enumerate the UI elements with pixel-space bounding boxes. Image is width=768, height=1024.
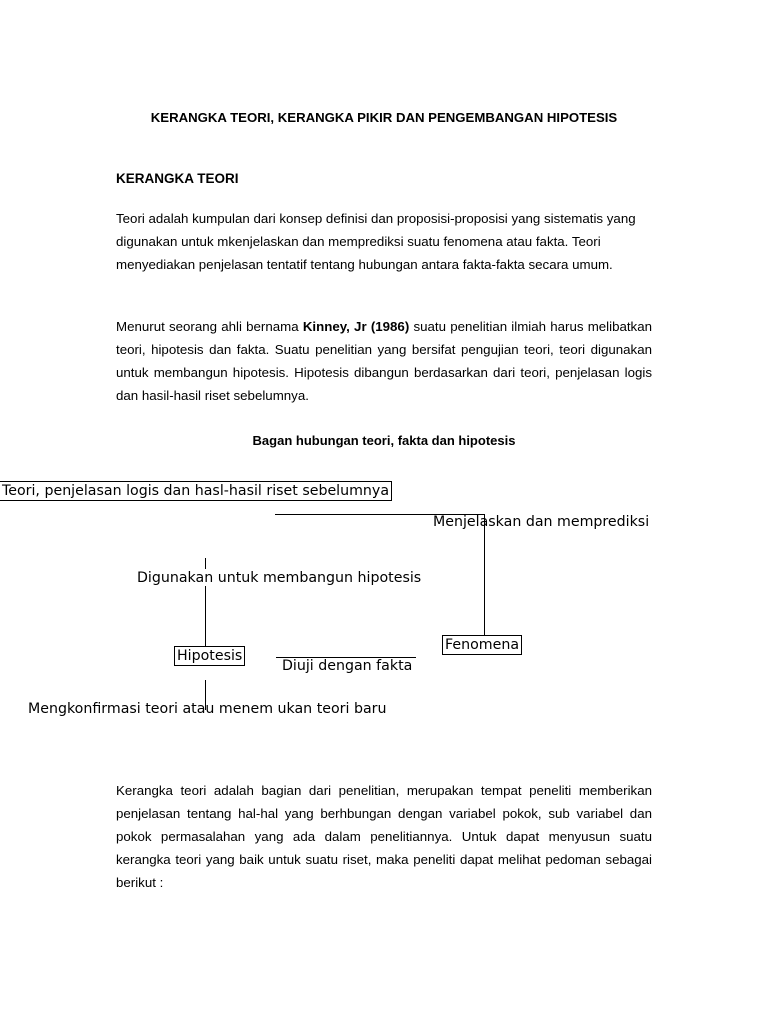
- paragraph-2-before: Menurut seorang ahli bernama: [116, 319, 303, 334]
- paragraph-3: Kerangka teori adalah bagian dari penelitian, merupakan tempat peneliti memberikan penjelasan tentang hal-hal yang berhbungan dengan variabel pokok, sub variabel dan pokok permasalahan yang ada dalam penelitiannya. Untuk dapat menyusun suatu kerangka teori yang baik untuk suatu riset, maka peneliti dapat melihat pedoman sebagai berikut :: [116, 783, 652, 890]
- paragraph-1: Teori adalah kumpulan dari konsep definisi dan proposisi-proposisi yang sistematis yang digunakan untuk mkenjelaskan dan memprediksi suatu fenomena atau fakta. Teori menyediakan penjelasan tentatif tentang hubungan antara fakta-fakta secara umum.: [116, 211, 636, 272]
- hypothesis-box: Hipotesis: [174, 646, 245, 666]
- connector-left-vertical-tick: [205, 558, 206, 569]
- section-heading: KERANGKA TEORI: [116, 171, 239, 186]
- connector-right-vertical: [484, 514, 485, 636]
- page-title: KERANGKA TEORI, KERANGKA PIKIR DAN PENGEMBANGAN HIPOTESIS: [150, 110, 618, 125]
- paragraph-2: [116, 315, 652, 407]
- tested-with-facts-label: Diuji dengan fakta: [282, 658, 413, 674]
- phenomenon-box: Fenomena: [442, 635, 522, 655]
- citation-author: Kinney, Jr (1986): [302, 319, 410, 334]
- explain-label: Menjelaskan dan memprediksi: [433, 514, 650, 530]
- paragraph-2-after: suatu penelitian ilmiah harus melibatkan teori, hipotesis dan fakta. Suatu penelitian yang bersifat pengujian teori, teori digunakan untuk membangun hipotesis. Hipotesis dibangun berdasarkan dari teori, penjelasan logis dan hasil-hasil riset sebelumnya.: [116, 319, 653, 403]
- connector-left-vertical: [205, 586, 206, 646]
- build-hypothesis-label: Digunakan untuk membangun hipotesis: [137, 570, 422, 586]
- theory-box: Teori, penjelasan logis dan hasl-hasil riset sebelumnya: [0, 481, 392, 501]
- diagram-title: Bagan hubungan teori, fakta dan hipotesis: [252, 433, 516, 448]
- confirm-theory-label: Mengkonfirmasi teori atau menem ukan teori baru: [28, 701, 387, 717]
